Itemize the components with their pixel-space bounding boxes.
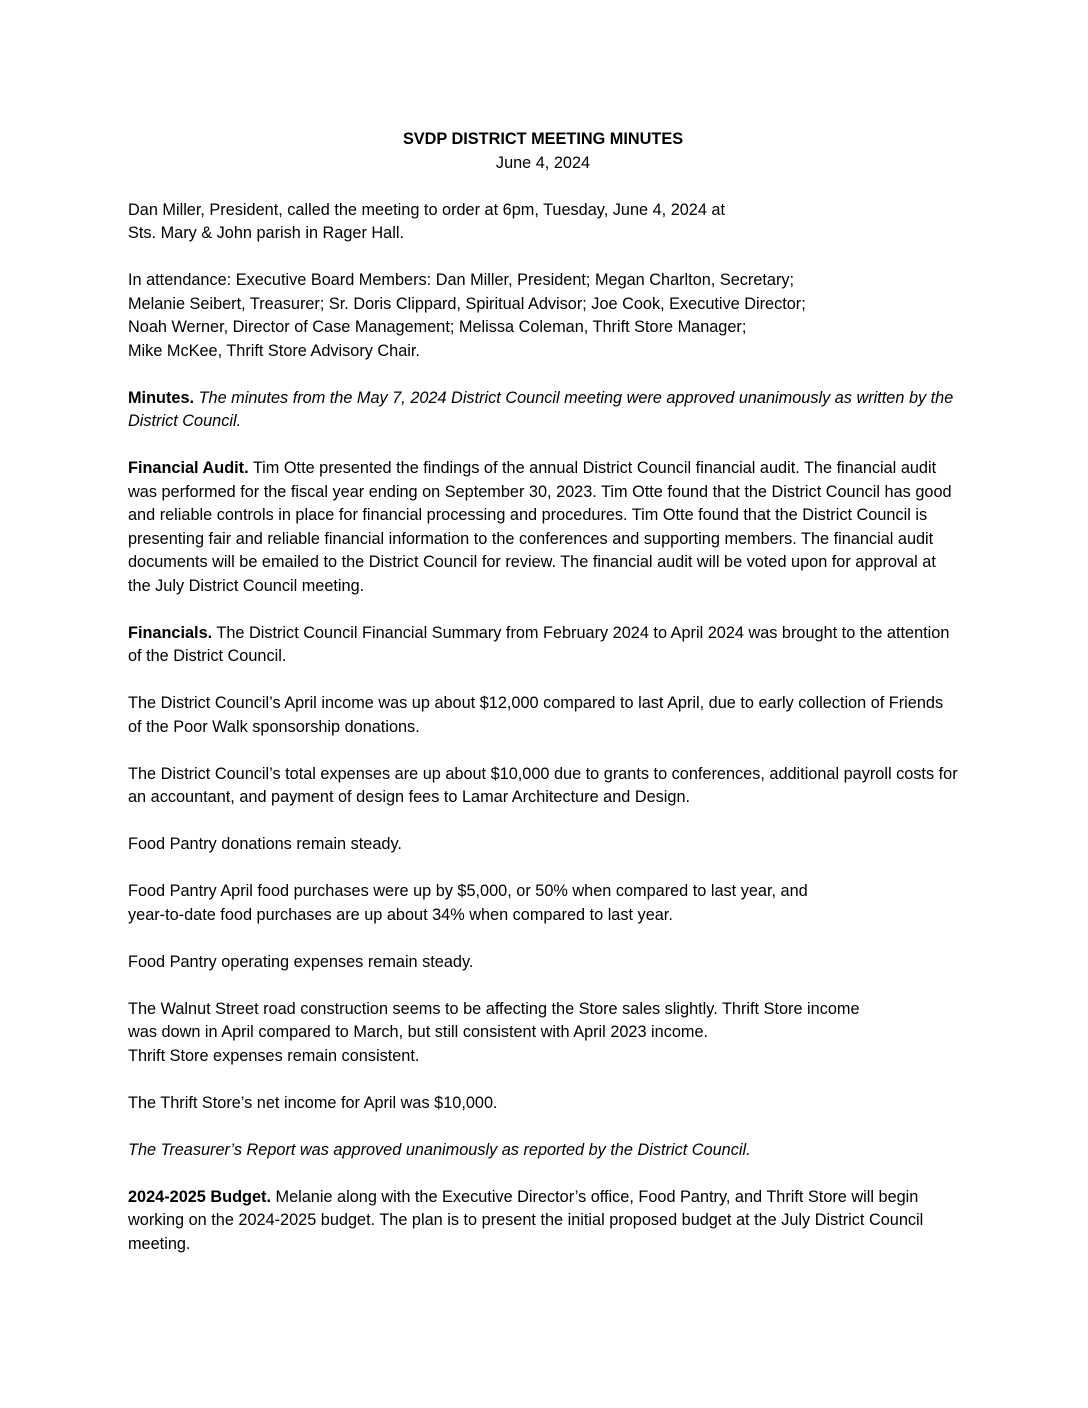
walnut-street-line-3: Thrift Store expenses remain consistent. — [128, 1046, 420, 1065]
call-to-order-paragraph — [128, 199, 958, 246]
walnut-street-line-2: was down in April compared to March, but still consistent with April 2023 income. — [128, 1023, 709, 1041]
financial-audit-paragraph — [128, 457, 958, 598]
pantry-donations-paragraph: Food Pantry donations remain steady. — [128, 835, 402, 853]
financials-paragraph — [128, 622, 958, 669]
document-page — [128, 128, 958, 1280]
budget-heading: 2024-2025 Budget. — [128, 1187, 271, 1206]
pantry-purchases-paragraph — [128, 880, 958, 927]
pantry-operating-paragraph: Food Pantry operating expenses remain steady. — [128, 952, 474, 971]
financial-audit-text: Tim Otte presented the findings of the annual District Council financial audit. The financial audit was performed for the fiscal year ending on September 30, 2023. Tim Otte found that the District Council has good and reliable controls in place for financial processing and procedures. Tim Otte found that the District Council is presenting fair and reliable financial information to the conferences and supporting members. The financial audit documents will be emailed to the District Council for review. The financial audit will be voted upon for approval at the July District Council meeting. — [128, 459, 952, 595]
minutes-text: The minutes from the May 7, 2024 District Council meeting were approved unanimously as written by the District Council. — [128, 388, 954, 430]
budget-text: Melanie along with the Executive Director’s office, Food Pantry, and Thrift Store will begin working on the 2024-2025 budget. The plan is to present the initial proposed budget at the July District Council meeting. — [128, 1187, 924, 1253]
attendance-line-4: Mike McKee, Thrift Store Advisory Chair. — [128, 341, 420, 360]
minutes-paragraph — [128, 387, 958, 434]
april-income-paragraph: The District Council’s April income was up about $12,000 compared to last April, due to early collection of Friends of the Poor Walk sponsorship donations. — [128, 694, 944, 736]
thrift-net-income-paragraph: The Thrift Store’s net income for April was $10,000. — [128, 1093, 498, 1112]
attendance-line-1: In attendance: Executive Board Members: Dan Miller, President; Megan Charlton, Secretary; — [128, 271, 795, 289]
financials-text: The District Council Financial Summary from February 2024 to April 2024 was brought to the attention of the District Council. — [128, 623, 950, 665]
treasurer-report-text: The Treasurer’s Report was approved unanimously as reported by the District Council. — [128, 1140, 751, 1159]
call-to-order-line-2: Sts. Mary & John parish in Rager Hall. — [128, 224, 404, 242]
attendance-line-3: Noah Werner, Director of Case Management; Melissa Coleman, Thrift Store Manager; — [128, 318, 747, 336]
walnut-street-line-1: The Walnut Street road construction seems to be affecting the Store sales slightly. Thrift Store income — [128, 999, 860, 1018]
treasurer-report-paragraph — [128, 1139, 958, 1163]
minutes-heading: Minutes. — [128, 388, 195, 407]
attendance-paragraph — [128, 269, 958, 363]
pantry-purchases-line-2: year-to-date food purchases are up about 34% when compared to last year. — [128, 905, 673, 924]
attendance-line-2: Melanie Seibert, Treasurer; Sr. Doris Clippard, Spiritual Advisor; Joe Cook, Executive Director; — [128, 294, 806, 313]
document-date: June 4, 2024 — [495, 153, 591, 172]
budget-paragraph — [128, 1186, 958, 1257]
financial-audit-heading: Financial Audit. — [128, 459, 249, 477]
financials-heading: Financials. — [128, 623, 213, 642]
walnut-street-paragraph — [128, 998, 958, 1069]
call-to-order-line-1: Dan Miller, President, called the meeting to order at 6pm, Tuesday, June 4, 2024 at — [128, 200, 726, 219]
pantry-purchases-line-1: Food Pantry April food purchases were up by $5,000, or 50% when compared to last year, and — [128, 882, 808, 900]
total-expenses-paragraph: The District Council’s total expenses are up about $10,000 due to grants to conferences, additional payroll costs for an accountant, and payment of design fees to Lamar Architecture and Design. — [128, 764, 958, 806]
document-title: SVDP DISTRICT MEETING MINUTES — [402, 130, 684, 148]
